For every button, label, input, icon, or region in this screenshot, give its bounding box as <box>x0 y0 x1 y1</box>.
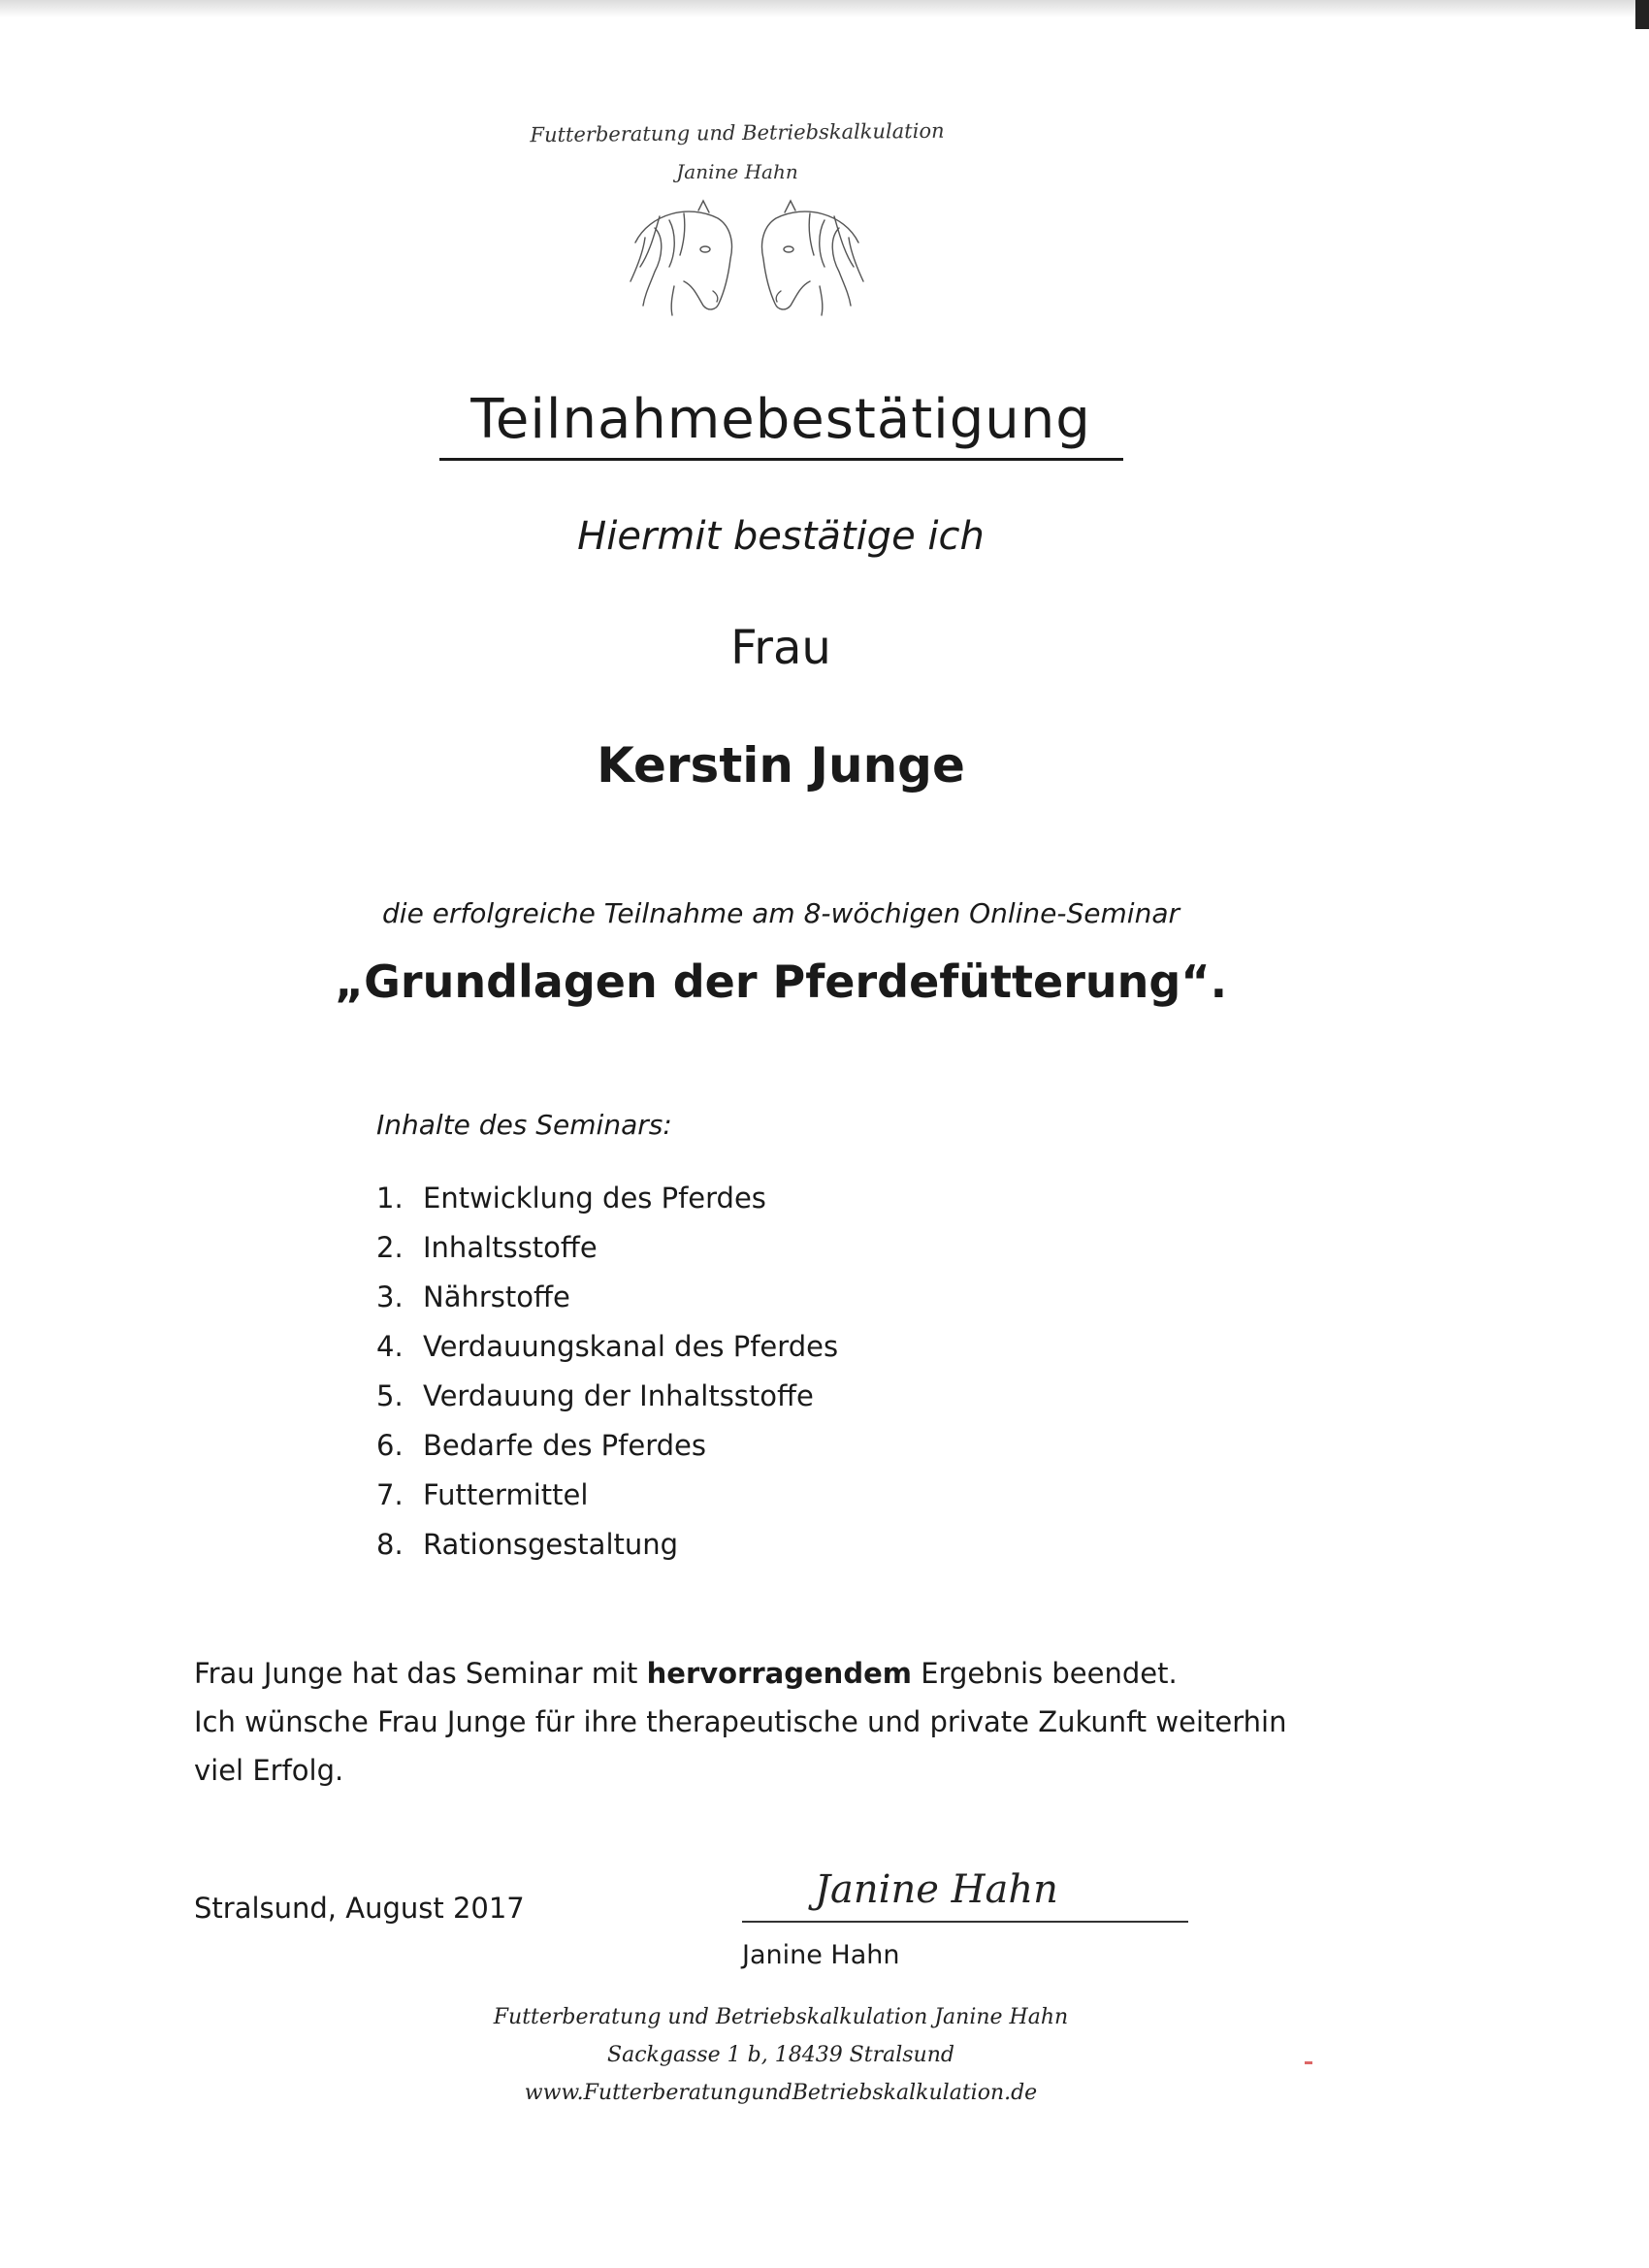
list-item <box>376 1520 838 1570</box>
recipient-name: Kerstin Junge <box>597 737 965 794</box>
handwritten-signature: Janine Hahn <box>815 1867 1058 1912</box>
salutation: Frau <box>730 621 831 675</box>
list-item-number: 7. <box>376 1478 404 1511</box>
list-item-label: Bedarfe des Pferdes <box>423 1429 706 1462</box>
list-item-label: Verdauung der Inhaltsstoffe <box>423 1379 814 1412</box>
list-item <box>376 1421 838 1471</box>
participation-statement: die erfolgreiche Teilnahme am 8-wöchigen Online-Seminar <box>382 897 1180 929</box>
signature-line <box>742 1921 1188 1923</box>
confirmation-phrase: Hiermit bestätige ich <box>577 514 985 559</box>
logo-owner-name: Janine Hahn <box>676 160 798 183</box>
list-item <box>376 1273 838 1322</box>
footer-business: Futterberatung und Betriebskalkulation Janine Hahn <box>493 2005 1069 2029</box>
list-item <box>376 1174 838 1223</box>
closing-text: Frau Junge hat das Seminar mit <box>194 1657 647 1690</box>
course-title: „Grundlagen der Pferdefütterung“. <box>334 956 1228 1008</box>
list-item-label: Entwicklung des Pferdes <box>423 1182 766 1215</box>
list-item-label: Verdauungskanal des Pferdes <box>423 1330 839 1363</box>
list-item-label: Nährstoffe <box>423 1280 570 1313</box>
document-title: Teilnahmebestätigung <box>470 388 1091 451</box>
list-item <box>376 1322 838 1372</box>
list-item-number: 3. <box>376 1280 404 1313</box>
list-item-number: 6. <box>376 1429 404 1462</box>
list-item-number: 4. <box>376 1330 404 1363</box>
list-item-number: 8. <box>376 1528 404 1561</box>
list-item-label: Futtermittel <box>423 1478 589 1511</box>
closing-text: Ergebnis beendet. <box>911 1657 1178 1690</box>
syllabus-list <box>376 1174 838 1570</box>
list-item <box>376 1223 838 1273</box>
scan-speck <box>1305 2061 1312 2064</box>
list-item-label: Rationsgestaltung <box>423 1528 679 1561</box>
list-item <box>376 1372 838 1421</box>
closing-paragraph <box>194 1649 1406 1795</box>
logo-business-name: Futterberatung und Betriebskalkulation <box>530 118 945 147</box>
footer-address: Sackgasse 1 b, 18439 Stralsund <box>607 2043 954 2067</box>
list-item-number: 5. <box>376 1379 404 1412</box>
closing-line-success: viel Erfolg. <box>194 1754 344 1787</box>
horse-heads-logo-icon <box>616 199 878 320</box>
list-item-number: 2. <box>376 1231 404 1264</box>
list-item <box>376 1471 838 1520</box>
list-item-label: Inhaltsstoffe <box>423 1231 598 1264</box>
result-grade: hervorragendem <box>646 1657 912 1690</box>
place-and-date: Stralsund, August 2017 <box>194 1892 525 1925</box>
closing-line-wishes: Ich wünsche Frau Junge für ihre therapeutische und private Zukunft weiterhin <box>194 1705 1287 1738</box>
footer <box>0 1998 1562 2112</box>
title-underline <box>439 458 1123 461</box>
syllabus-heading: Inhalte des Seminars: <box>376 1109 672 1141</box>
closing-line-result <box>194 1649 1406 1698</box>
list-item-number: 1. <box>376 1182 404 1215</box>
scan-edge <box>1635 0 1649 29</box>
footer-website: www.FutterberatungundBetriebskalkulation.de <box>524 2081 1038 2105</box>
signer-name: Janine Hahn <box>742 1940 900 1970</box>
scan-shadow <box>0 0 1649 17</box>
